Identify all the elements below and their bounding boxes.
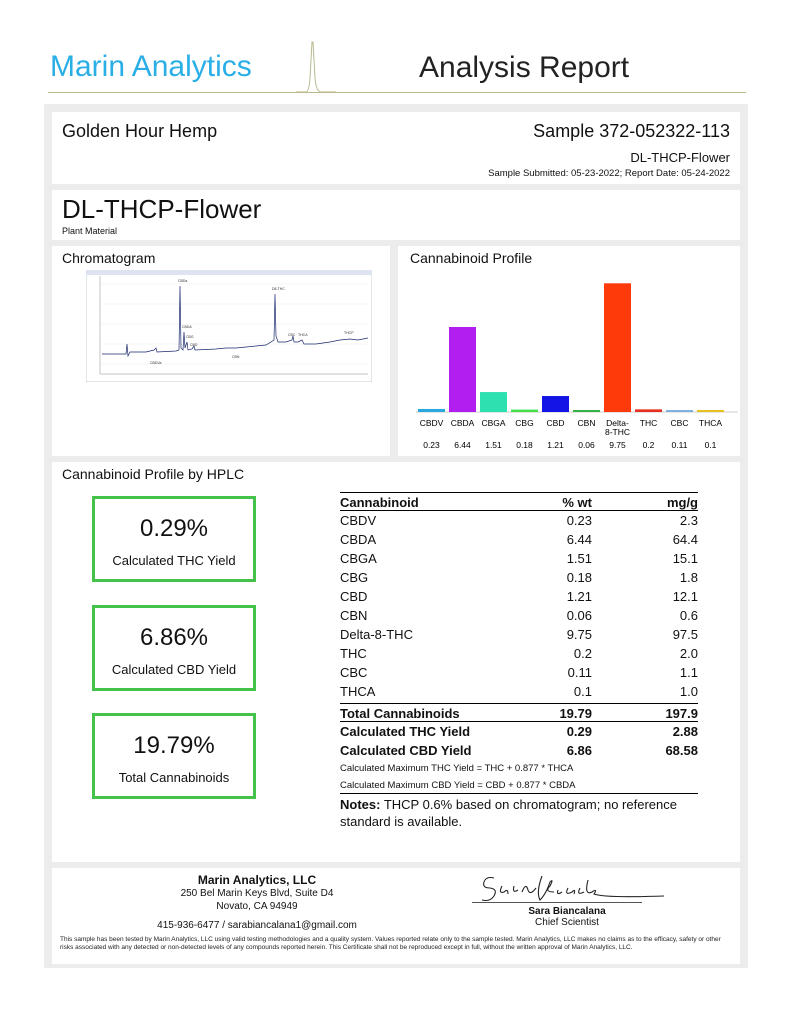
calc-cbd-pct: 6.86 [566,743,592,758]
company-contact: 415-936-6477 / sarabiancalana1@gmail.com [157,920,357,931]
total-yield-label: Total Cannabinoids [118,770,230,785]
signer-block [492,906,642,928]
notes-label: Notes: [340,797,381,812]
cbd-yield-box [92,605,256,691]
brand-logo-text: Marin Analytics [50,50,252,83]
table-row [340,606,698,625]
chrom-peak-label: THCA [298,333,308,337]
row-pct: 9.75 [566,627,592,642]
value-label: 0.06 [578,440,595,450]
sample-dates: Sample Submitted: 05-23-2022; Report Date: 05-24-2022 [488,168,730,179]
row-mg: 1.8 [679,570,698,585]
total-yield-value: 19.79% [133,732,215,759]
bar-cbdv [418,409,445,412]
category-label: THCA [698,418,723,428]
bar-cbga [480,392,507,412]
sample-info-panel [52,112,740,184]
thc-yield-label: Calculated THC Yield [112,553,236,568]
row-mg: 0.6 [679,608,698,623]
calc-thc-pct: 0.29 [566,724,592,739]
value-label: 0.2 [642,440,655,450]
chrom-peak-label: CBD [190,343,198,347]
table-row [340,682,698,701]
chromatogram-title: Chromatogram [62,250,156,266]
row-pct: 0.1 [573,684,592,699]
sample-matrix: Plant Material [62,226,118,236]
product-name: DL-THCP-Flower [62,194,262,224]
chrom-peak-label: CBDa [178,279,188,283]
chrom-peak-label: CBN [232,355,240,359]
table-row [340,587,698,606]
col-header-cannabinoid: Cannabinoid [340,495,419,510]
row-pct: 6.44 [566,532,592,547]
row-mg: 1.1 [679,665,698,680]
row-mg: 1.0 [679,684,698,699]
row-name: CBG [340,570,369,585]
calc-cbd-row [340,741,698,760]
calc-cbd-mg: 68.58 [665,743,698,758]
row-pct: 0.06 [566,608,592,623]
chromatogram-peak-logo [296,38,336,94]
row-pct: 1.51 [566,551,592,566]
chromatogram-panel [52,246,390,456]
report-title: Analysis Report [419,51,630,84]
signature-line [472,902,642,903]
table-row [340,625,698,644]
calc-cbd-label: Calculated CBD Yield [340,743,472,758]
row-mg: 97.5 [672,627,698,642]
value-label: 1.21 [547,440,564,450]
sample-id: Sample 372-052322-113 [533,121,730,141]
table-row [340,644,698,663]
category-label: THC [639,418,658,428]
calc-thc-mg: 2.88 [672,724,698,739]
chrom-peak-label: CBDVa [150,361,162,365]
bar-thc [635,409,662,412]
value-label: 6.44 [454,440,471,450]
product-panel [52,190,740,240]
notes [340,796,700,830]
row-mg: 64.4 [672,532,698,547]
bar-cbn [573,410,600,412]
handwritten-signature [464,872,664,904]
category-label: Delta- [606,418,629,428]
cannabinoid-bar-chart [398,246,740,456]
row-pct: 0.18 [566,570,592,585]
notes-text: THCP 0.6% based on chromatogram; no reference standard is available. [340,797,677,829]
category-label: CBN [577,418,596,428]
cannabinoid-profile-panel [398,246,740,456]
table-header-row [340,492,698,511]
signer-name: Sara Biancalana [528,906,606,917]
table-row [340,549,698,568]
value-label: 0.1 [704,440,717,450]
chrom-peak-label: D8-THC [272,287,285,291]
value-label: 0.18 [516,440,533,450]
bar-delta-8-thc [604,283,631,412]
thc-yield-box [92,496,256,582]
row-name: CBDV [340,513,377,528]
table-row [340,530,698,549]
value-label: 0.11 [671,440,688,450]
value-label: 9.75 [609,440,626,450]
row-name: CBDA [340,532,377,547]
table-row [340,511,698,530]
col-header-pct: % wt [562,495,592,510]
thc-yield-value: 0.29% [139,515,209,542]
cbd-formula: Calculated Maximum CBD Yield = CBD + 0.877 * CBDA [340,777,698,794]
row-name: CBC [340,665,368,680]
chromatogram-image [86,270,372,382]
company-address-1: 250 Bel Marin Keys Blvd, Suite D4 [180,888,334,899]
total-cannabinoids-row [340,703,698,722]
category-label: CBD [546,418,565,428]
row-pct: 0.2 [573,646,592,661]
row-pct: 0.11 [567,665,592,680]
signer-title: Chief Scientist [535,917,599,928]
row-name: CBGA [340,551,377,566]
company-name: Marin Analytics, LLC [197,873,317,887]
calc-thc-label: Calculated THC Yield [340,724,471,739]
chart-title: Cannabinoid Profile [410,250,533,266]
value-label: 0.23 [423,440,440,450]
bar-thca [697,410,724,412]
total-yield-box [92,713,256,799]
row-pct: 1.21 [566,589,592,604]
cannabinoid-table [340,492,698,794]
row-name: CBN [340,608,368,623]
category-label: CBDV [419,418,444,428]
row-name: Delta-8-THC [340,627,413,642]
sample-type: DL-THCP-Flower [630,150,730,165]
row-name: THC [340,646,367,661]
thc-formula: Calculated Maximum THC Yield = THC + 0.877 * THCA [340,763,574,774]
row-mg: 2.3 [679,513,698,528]
category-label: 8-THC [604,427,631,437]
bar-cbda [449,327,476,412]
category-label: CBGA [481,418,506,428]
total-mg: 197.9 [665,706,698,721]
category-label: CBG [515,418,534,428]
row-name: CBD [340,589,368,604]
client-name: Golden Hour Hemp [62,121,218,141]
header-rule [48,92,746,93]
col-header-mg: mg/g [666,495,698,510]
hplc-title: Cannabinoid Profile by HPLC [62,466,245,482]
total-label: Total Cannabinoids [340,706,460,721]
chrom-peak-label: CBC [288,333,296,337]
row-mg: 2.0 [679,646,698,661]
row-mg: 15.1 [672,551,698,566]
company-block [122,874,392,932]
report-header [0,0,792,100]
value-label: 1.51 [485,440,502,450]
cbd-yield-label: Calculated CBD Yield [111,662,237,677]
hplc-panel [52,462,740,862]
chrom-peak-label: CBDA [182,325,192,329]
row-pct: 0.23 [566,513,592,528]
row-mg: 12.1 [672,589,698,604]
footer-panel [52,868,740,964]
calc-thc-row [340,722,698,741]
bar-cbd [542,396,569,412]
bar-cbc [666,410,693,412]
cbd-yield-value: 6.86% [139,624,209,651]
bar-cbg [511,410,538,412]
company-address-2: Novato, CA 94949 [216,901,298,912]
category-label: CBDA [450,418,475,428]
disclaimer: This sample has been tested by Marin Analytics, LLC using valid testing methodologies and a quality system. Values reported relate only to the sample tested. Marin Analytics, LLC makes no claims as to the efficacy, safety or other risks associated with any detected or non-detected levels of any compounds reported herein. This Certificate shall not be reproduced except in full, without the written approval of Marin Analytics, LLC. [60,936,721,951]
table-row [340,568,698,587]
table-row [340,663,698,682]
chrom-peak-label: THCP [344,331,354,335]
chrom-peak-label: CBG [186,335,194,339]
category-label: CBC [670,418,689,428]
row-name: THCA [340,684,376,699]
total-pct: 19.79 [559,706,592,721]
